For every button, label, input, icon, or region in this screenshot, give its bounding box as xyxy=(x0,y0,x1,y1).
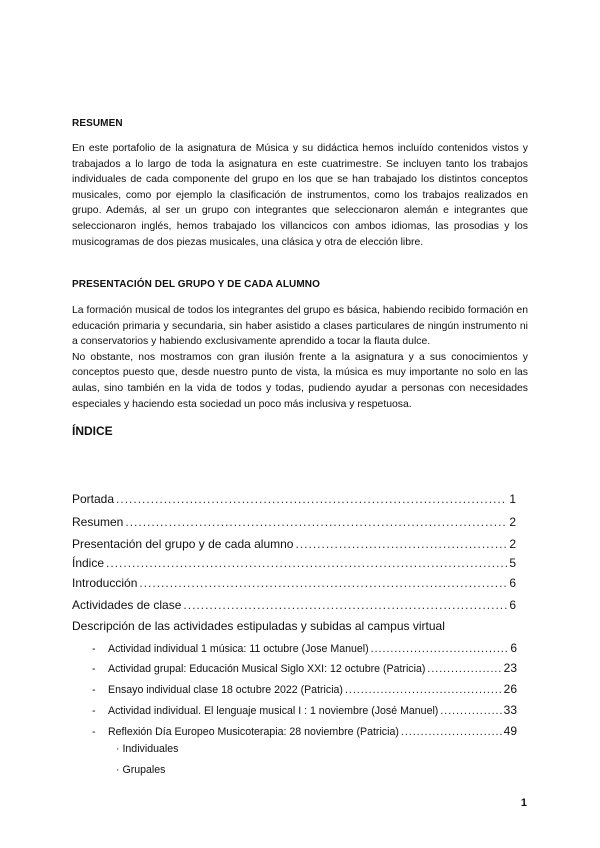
toc-entry-page: 2 xyxy=(509,537,516,551)
toc-subentry-page: 26 xyxy=(503,682,517,696)
toc-entry-page: 1 xyxy=(509,492,516,506)
toc-leader-dots xyxy=(139,576,507,590)
toc-leader-dots xyxy=(106,556,507,570)
toc-subsub-grupales[interactable]: · Grupales xyxy=(116,764,166,776)
toc-entry-page: 6 xyxy=(509,598,516,612)
toc-subentry-ensayo[interactable] xyxy=(92,683,517,697)
toc-leader-dots xyxy=(371,643,509,656)
bullet-dash: - xyxy=(92,705,96,717)
bullet-dash: - xyxy=(92,643,96,655)
bullet-dash: - xyxy=(92,663,96,675)
presentacion-heading: PRESENTACIÓN DEL GRUPO Y DE CADA ALUMNO xyxy=(72,279,320,290)
presentacion-paragraph-1: La formación musical de todos los integrantes del grupo es básica, habiendo recibido formación en educación primaria y secundaria, sin haber asistido a clases particulares de ningún instrumento ni a conservatorios y habiendo exclusivamente aprendido a tocar la flauta dulce. xyxy=(72,305,528,348)
toc-subentry-page: 23 xyxy=(503,661,517,675)
toc-entry-label: Portada xyxy=(72,492,115,506)
toc-subentry-label: Actividad individual 1 música: 11 octubre (Jose Manuel) xyxy=(108,643,369,655)
toc-subentry-label: Reflexión Día Europeo Musicoterapia: 28 noviembre (Patricia) xyxy=(108,726,399,738)
toc-subentry-musicoterapia[interactable] xyxy=(92,725,517,739)
toc-entry-label: Introducción xyxy=(72,576,138,590)
toc-entry-resumen[interactable] xyxy=(72,515,516,529)
resumen-paragraph xyxy=(72,141,528,250)
toc-entry-label: Actividades de clase xyxy=(72,598,182,612)
toc-leader-dots xyxy=(295,537,507,551)
toc-subentry-label: Ensayo individual clase 18 octubre 2022 (Patricia) xyxy=(108,684,343,696)
toc-leader-dots xyxy=(427,663,501,676)
bullet-dash: - xyxy=(92,684,96,696)
toc-subentry-actividad-grupal[interactable] xyxy=(92,662,517,676)
resumen-heading: RESUMEN xyxy=(72,118,123,129)
toc-leader-dots xyxy=(440,705,501,718)
toc-entry-page: 5 xyxy=(509,556,516,570)
toc-subentry-label: Actividad grupal: Educación Musical Siglo XXI: 12 octubre (Patricia) xyxy=(108,663,426,675)
toc-entry-presentacion[interactable] xyxy=(72,537,516,551)
toc-subentry-lenguaje-musical[interactable] xyxy=(92,704,517,718)
toc-entry-label: Resumen xyxy=(72,515,124,529)
toc-entry-actividades-de-clase[interactable] xyxy=(72,598,516,612)
toc-subentry-label: Actividad individual. El lenguaje musical I : 1 noviembre (José Manuel) xyxy=(108,705,439,717)
toc-entry-portada[interactable] xyxy=(72,492,516,506)
bullet-dash: - xyxy=(92,726,96,738)
toc-subentry-page: 33 xyxy=(503,703,517,717)
toc-entry-label: Presentación del grupo y de cada alumno xyxy=(72,537,294,551)
toc-entry-descripcion[interactable]: Descripción de las actividades estipuladas y subidas al campus virtual xyxy=(72,619,445,633)
indice-title: ÍNDICE xyxy=(72,424,113,438)
toc-entry-page: 2 xyxy=(509,515,516,529)
toc-entry-indice[interactable] xyxy=(72,556,516,570)
toc-entry-introduccion[interactable] xyxy=(72,576,516,590)
toc-subentry-actividad-1[interactable] xyxy=(92,642,517,656)
page-number: 1 xyxy=(520,797,527,809)
toc-leader-dots xyxy=(345,684,502,697)
toc-leader-dots xyxy=(116,492,507,506)
toc-entry-label: Índice xyxy=(72,556,105,570)
toc-subsub-individuales[interactable]: · Individuales xyxy=(116,743,179,755)
toc-subentry-page: 6 xyxy=(510,641,517,655)
resumen-text: En este portafolio de la asignatura de Música y su didáctica hemos incluído contenidos vistos y trabajados a lo largo de toda la asignatura en este cuatrimestre. Se incluyen tanto los trabajos individuales de cada componente del grupo en los que se han trabajado los distintos conceptos musicales, como por ejemplo la clasificación de instrumentos, como los trabajos realizados en grupo. Además, al ser un grupo con integrantes que seleccionaron alemán e integrantes que seleccionaron inglés, hemos trabajado los villancicos con ambos idiomas, las prosodias y los musicogramas de dos piezas musicales, una clásica y otra de elección libre. xyxy=(72,143,528,248)
toc-leader-dots xyxy=(183,598,507,612)
toc-leader-dots xyxy=(401,726,502,739)
presentacion-paragraph-2: No obstante, nos mostramos con gran ilusión frente a la asignatura y a sus conocimientos y conceptos puesto que, desde nuestro punto de vista, la música es muy importante no solo en las aulas, sino también en la vida de todos y todas, pudiendo ayudar a personas con necesidades especiales y haciendo esta sociedad un poco más inclusiva y respetuosa. xyxy=(72,351,528,410)
toc-entry-page: 6 xyxy=(509,576,516,590)
presentacion-paragraphs xyxy=(72,303,528,412)
toc-leader-dots xyxy=(125,515,507,529)
toc-subentry-page: 49 xyxy=(503,724,517,738)
